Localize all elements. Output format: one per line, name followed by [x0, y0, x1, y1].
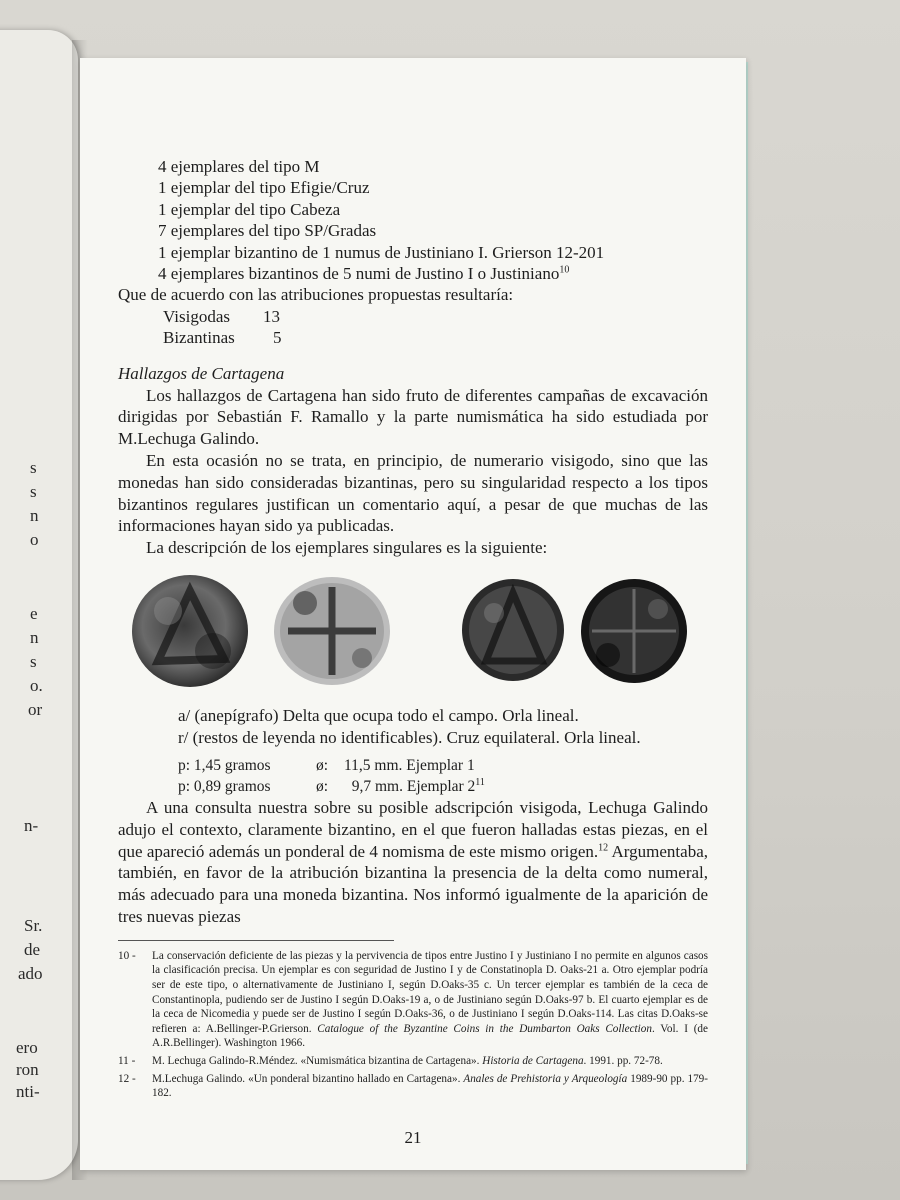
paragraph: La descripción de los ejemplares singulares es la siguiente: — [146, 538, 548, 558]
weight: p: 0,89 gramos — [178, 778, 271, 796]
footnote-number: 10 - — [118, 949, 136, 962]
footnotes — [118, 949, 708, 1101]
page-fragment: s — [30, 652, 37, 671]
footnote-ref: 10 — [559, 264, 570, 276]
previous-page-text — [0, 30, 70, 1180]
footnote — [118, 949, 708, 1051]
summary-row — [118, 327, 708, 348]
footnote-number: 11 - — [118, 1054, 136, 1067]
summary-table — [118, 306, 708, 349]
coin-1-reverse-image — [270, 573, 394, 693]
coin-photographs — [118, 571, 708, 697]
page-fragment: or — [28, 700, 43, 719]
page-fragment: n- — [24, 816, 39, 835]
section-title: Hallazgos de Cartagena — [118, 363, 285, 383]
footnote-body: M.Lechuga Galindo. «Un ponderal bizantino hallado en Cartagena». — [152, 1072, 464, 1085]
page-number: 21 — [404, 1128, 422, 1147]
footnote-title: Catalogue of the Byzantine Coins in the Dumbarton Oaks Collection — [317, 1022, 652, 1035]
footnote-title: Anales de Prehistoria y Arqueología — [463, 1072, 628, 1085]
footnote-title: Historia de Cartagena — [482, 1054, 584, 1067]
coin-description-obverse: a/ (anepígrafo) Delta que ocupa todo el campo. Orla lineal. — [178, 706, 579, 726]
weight: p: 1,45 gramos — [178, 757, 271, 775]
page-fragment: s — [30, 458, 37, 477]
diameter: 11,5 mm. Ejemplar 1 — [344, 757, 475, 775]
list-item-text: 4 ejemplares bizantinos de 5 numi de Justino I o Justiniano — [158, 264, 560, 284]
page-fragment: ron — [16, 1060, 39, 1079]
page-fragment: e — [30, 604, 38, 623]
coin-1-obverse-image — [128, 571, 252, 695]
summary-label: Bizantinas — [163, 328, 235, 348]
paragraph: Los hallazgos de Cartagena han sido fruto de diferentes campañas de excavación dirigidas por Sebastián F. Ramallo y la parte numismática ha sido estudiada por M.Lechuga Galindo. — [118, 385, 708, 449]
page-fragment: Sr. — [24, 916, 43, 935]
coin-2-reverse-image — [578, 575, 690, 687]
footnote-number: 12 - — [118, 1072, 136, 1085]
footnote — [118, 1072, 708, 1101]
page-fragment: n — [30, 506, 39, 525]
diameter-symbol: ø: — [316, 778, 329, 796]
footnote-body: M. Lechuga Galindo-R.Méndez. «Numismática bizantina de Cartagena». — [152, 1054, 483, 1067]
footnote-rule — [118, 940, 394, 941]
list-item: 7 ejemplares del tipo SP/Gradas — [158, 221, 377, 241]
measurement-row — [118, 755, 708, 776]
footnote-text — [152, 949, 708, 1051]
coin-description-reverse: r/ (restos de leyenda no identificables). Cruz equilateral. Orla lineal. — [178, 728, 641, 748]
measurement-row — [118, 776, 708, 797]
paragraph: En esta ocasión no se trata, en principio, de numerario visigodo, sino que las monedas han sido consideradas bizantinas, pero su singularidad respecto a los tipos bizantinos regulares justifican un comentario aquí, a pesar de que muchas de las informaciones hayan sido ya publicadas. — [118, 451, 708, 536]
page-content — [118, 156, 708, 1104]
footnote-body: . Vol. I (de A.R.Bellinger). Washington 1966. — [152, 1022, 708, 1050]
footnote-body: 1989-90 pp. 179-182. — [152, 1072, 709, 1100]
paragraph-text: Argumentaba, también, en favor de la atribución bizantina la presencia de la delta como numeral, más adecuado para una moneda bizantina. Nos informó igualmente de la aparición de tres nuevas piezas — [118, 841, 708, 927]
footnote-text — [152, 1054, 708, 1069]
previous-page — [0, 30, 78, 1180]
page-fragment: de — [24, 940, 41, 959]
page-fragment: n — [30, 628, 39, 647]
paragraph-text: A una consulta nuestra sobre su posible adscripción visigoda, Lechuga Galindo adujo el contexto, claramente bizantino, en el que fueron halladas estas piezas, en el que apareció además un ponderal de 4 nomisma de este mismo origen. — [118, 798, 708, 861]
coin-measurements — [118, 755, 708, 797]
summary-value: 5 — [273, 328, 282, 348]
book-page — [80, 58, 746, 1170]
page-fragment: o. — [30, 676, 43, 695]
summary-label: Visigodas — [163, 306, 230, 326]
list-item: 4 ejemplares del tipo M — [158, 157, 320, 176]
footnote-ref: 11 — [475, 776, 485, 788]
page-fragment: ero — [16, 1038, 38, 1057]
page-fragment: nti- — [16, 1082, 40, 1101]
footnote — [118, 1054, 708, 1069]
coin-2-obverse-image — [458, 575, 568, 685]
summary-row — [118, 306, 708, 327]
list-item — [118, 263, 708, 284]
list-item: 1 ejemplar bizantino de 1 numus de Justiniano I. Grierson 12-201 — [158, 242, 605, 262]
paragraph — [118, 797, 708, 928]
summary-value: 13 — [263, 306, 280, 326]
footnote-text — [152, 1072, 708, 1101]
list-item: 1 ejemplar del tipo Cabeza — [158, 199, 341, 219]
specimen-list — [118, 156, 708, 284]
footnote-body: . 1991. pp. 72-78. — [583, 1054, 663, 1067]
page-fragment: ado — [18, 964, 43, 983]
summary-intro: Que de acuerdo con las atribuciones propuestas resultaría: — [118, 285, 514, 305]
list-item: 1 ejemplar del tipo Efigie/Cruz — [158, 178, 370, 198]
diameter-symbol: ø: — [316, 757, 329, 775]
footnote-body: La conservación deficiente de las piezas y la pervivencia de tipos entre Justino I y Justiniano I no permite en algunos casos la clasificación precisa. Un ejemplar es con seguridad de Justino I y de Constatinopla D. Oaks-21 a. Otro ejemplar podría ser de este tipo, o alternativamente de Justiniano I, según D.Oaks-35 c. Un tercer ejemplar es también de la ceca de Constantinopla, pudiendo ser de Justino I según D.Oaks-19 a, o de Justiniano según D.Oaks-97 b. El cuarto ejemplar es de la ceca de Nicomedia y puede ser de Justino I según D.Oaks-36, o de Justiniano I según D.Oaks-114. Las citas D.Oaks-se refieren a: A.Bellinger-P.Grierson. — [152, 949, 708, 1035]
page-fragment: s — [30, 482, 37, 501]
page-fragment: o — [30, 530, 39, 549]
footnote-ref: 12 — [598, 841, 609, 853]
diameter: 9,7 mm. Ejemplar 2 — [344, 778, 476, 796]
